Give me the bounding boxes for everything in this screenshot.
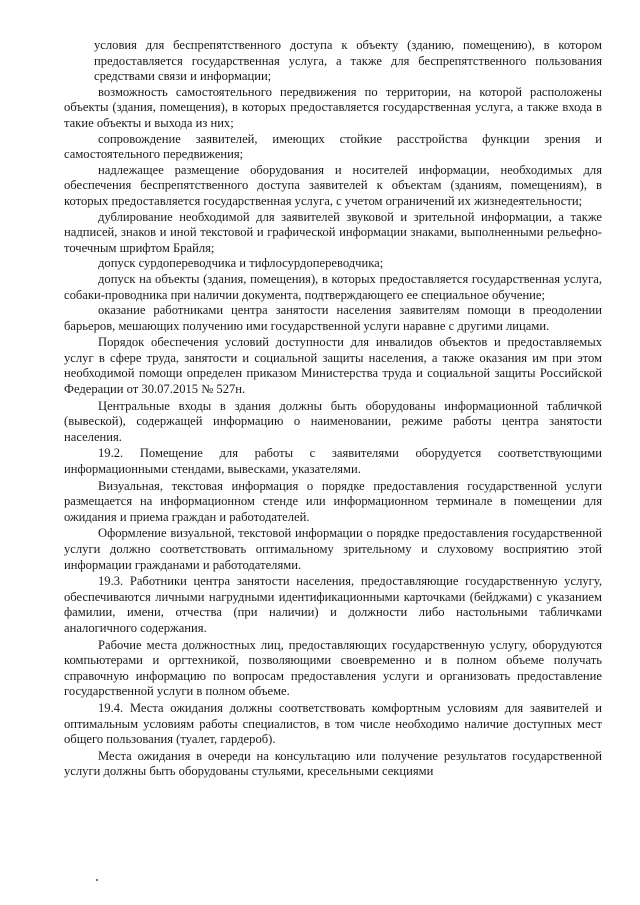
paragraph-section-19-3: 19.3. Работники центра занятости населения, предоставляющие государственную услугу, обеспечиваются личными нагрудными идентификационными карточками (бейджами) с указанием фамилии, имени, отчества (при наличии) и должности либо настольными табличками аналогичного содержания. [64,574,602,635]
paragraph-guide-dog: допуск на объекты (здания, помещения), в которых предоставляется государственная услуга, собаки-проводника при наличии документа, подтверждающего ее специальное обучение; [64,271,602,302]
paragraph-section-19-4: 19.4. Места ожидания должны соответствовать комфортным условиям для заявителей и оптимальным условиям работы специалистов, в том числе необходимо наличие доступных мест общего пользования (туалет, гардероб). [64,700,602,747]
paragraph-access-conditions: условия для беспрепятственного доступа к объекту (зданию, помещению), в котором предоставляется государственная услуга, а также для беспрепятственного пользования средствами связи и информации; [94,38,602,84]
paragraph-visual-info: Визуальная, текстовая информация о порядке предоставления государственной услуги размещается на информационном стенде или информационном терминале в помещении для ожидания и приема граждан и работодателей. [64,478,602,524]
paragraph-section-19-2: 19.2. Помещение для работы с заявителями оборудуется соответствующими информационными стендами, вывесками, указателями. [64,446,602,477]
paragraph-equipment-placement: надлежащее размещение оборудования и носителей информации, необходимых для обеспечения беспрепятственного доступа заявителей к объектам (зданиям, помещениям), в которых предоставляется государственная услуга, с учетом ограничений их жизнедеятельности; [64,162,602,208]
paragraph-sign-interpreter: допуск сурдопереводчика и тифлосурдопереводчика; [98,256,384,271]
paragraph-staff-assistance: оказание работниками центра занятости населения заявителям помощи в преодолении барьеров, мешающих получению ими государственной услуги наравне с другими лицами. [64,303,602,333]
paragraph-movement: возможность самостоятельного передвижения по территории, на которой расположены объекты (здания, помещения), в которых предоставляется государственная услуга, а также входа в такие объекты и выхода из них; [64,84,602,130]
paragraph-accessibility-order: Порядок обеспечения условий доступности для инвалидов объектов и предоставляемых услуг в сфере труда, занятости и социальной защиты населения, а также оказания им при этом необходимой помощи определен приказом Министерства труда и социальной защиты Российской Федерации от 30.07.2015 № 527н. [64,335,602,397]
paragraph-workplaces: Рабочие места должностных лиц, предоставляющих государственную услугу, оборудуются компьютерами и оргтехникой, позволяющими своевременно и в полном объеме получать справочную информацию по вопросам предоставления услуги и организовать предоставление государственной услуги в полном объеме. [64,637,602,699]
paragraph-duplication: дублирование необходимой для заявителей звуковой и зрительной информации, а также надписей, знаков и иной текстовой и графической информации знаками, выполненными рельефно-точечным шрифтом Брайля; [64,209,602,255]
paragraph-info-design: Оформление визуальной, текстовой информации о порядке предоставления государственной услуги должно соответствовать оптимальному зрительному и слуховому восприятию этой информации гражданами и работодателями. [64,526,602,572]
scan-speck [96,879,98,881]
paragraph-waiting-places: Места ожидания в очереди на консультацию или получение результатов государственной услуги должны быть оборудованы стульями, кресельными секциями [64,748,602,779]
paragraph-entrance-signage: Центральные входы в здания должны быть оборудованы информационной табличкой (вывеской), содержащей информацию о наименовании, режиме работы центра занятости населения. [64,398,602,444]
paragraph-escort: сопровождение заявителей, имеющих стойкие расстройства функции зрения и самостоятельного передвижения; [64,131,602,162]
